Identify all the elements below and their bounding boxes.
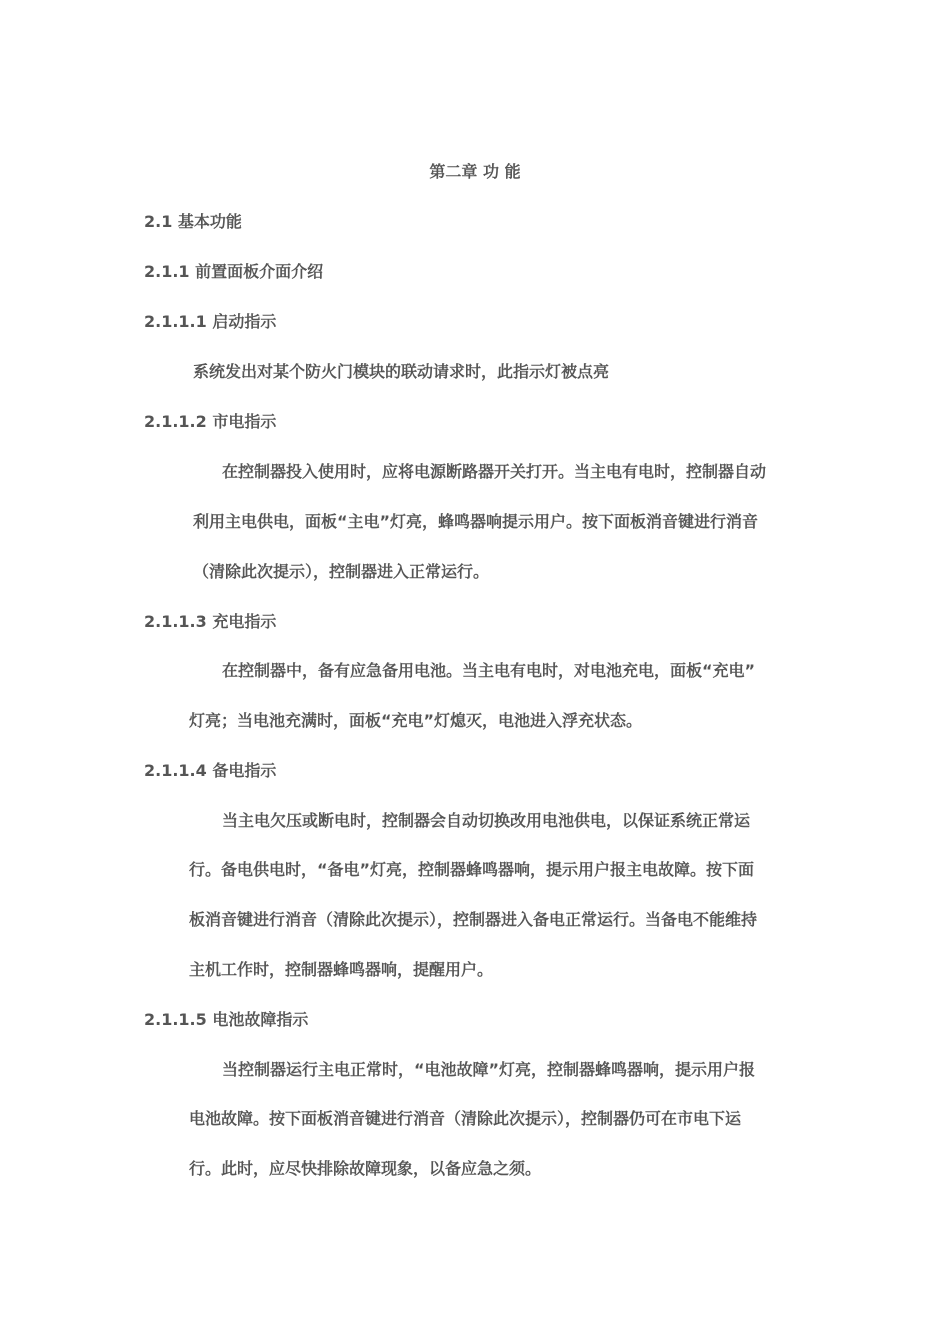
section-heading-2-1: 2.1 基本功能 xyxy=(144,212,242,231)
section-heading-2-1-1-4: 2.1.1.4 备电指示 xyxy=(144,761,277,780)
section-heading-2-1-1: 2.1.1 前置面板介面介绍 xyxy=(144,262,324,281)
paragraph-line: （清除此次提示），控制器进入正常运行。 xyxy=(193,562,490,581)
paragraph-line: 当主电欠压或断电时，控制器会自动切换改用电池供电，以保证系统正常运 xyxy=(222,811,751,830)
paragraph-line: 在控制器中，备有应急备用电池。当主电有电时，对电池充电，面板“充电” xyxy=(222,661,756,680)
paragraph-start-indicator: 系统发出对某个防火门模块的联动请求时，此指示灯被点亮 xyxy=(193,362,610,381)
section-heading-2-1-1-2: 2.1.1.2 市电指示 xyxy=(144,412,277,431)
paragraph-line: 当控制器运行主电正常时，“电池故障”灯亮，控制器蜂鸣器响，提示用户报 xyxy=(222,1060,756,1079)
chapter-title: 第二章 功 能 xyxy=(429,162,521,181)
paragraph-line: 行。此时，应尽快排除故障现象，以备应急之须。 xyxy=(189,1159,542,1178)
paragraph-line: 行。备电供电时，“备电”灯亮，控制器蜂鸣器响，提示用户报主电故障。按下面 xyxy=(189,860,755,879)
paragraph-line: 灯亮；当电池充满时，面板“充电”灯熄灭，电池进入浮充状态。 xyxy=(189,711,643,730)
paragraph-line: 利用主电供电，面板“主电”灯亮，蜂鸣器响提示用户。按下面板消音键进行消音 xyxy=(193,512,759,531)
paragraph-line: 电池故障。按下面板消音键进行消音（清除此次提示），控制器仍可在市电下运 xyxy=(189,1109,742,1128)
section-heading-2-1-1-3: 2.1.1.3 充电指示 xyxy=(144,612,277,631)
paragraph-line: 在控制器投入使用时，应将电源断路器开关打开。当主电有电时，控制器自动 xyxy=(222,462,767,481)
section-heading-2-1-1-5: 2.1.1.5 电池故障指示 xyxy=(144,1010,309,1029)
paragraph-line: 主机工作时，控制器蜂鸣器响，提醒用户。 xyxy=(189,960,494,979)
section-heading-2-1-1-1: 2.1.1.1 启动指示 xyxy=(144,312,277,331)
paragraph-line: 板消音键进行消音（清除此次提示），控制器进入备电正常运行。当备电不能维持 xyxy=(189,910,758,929)
